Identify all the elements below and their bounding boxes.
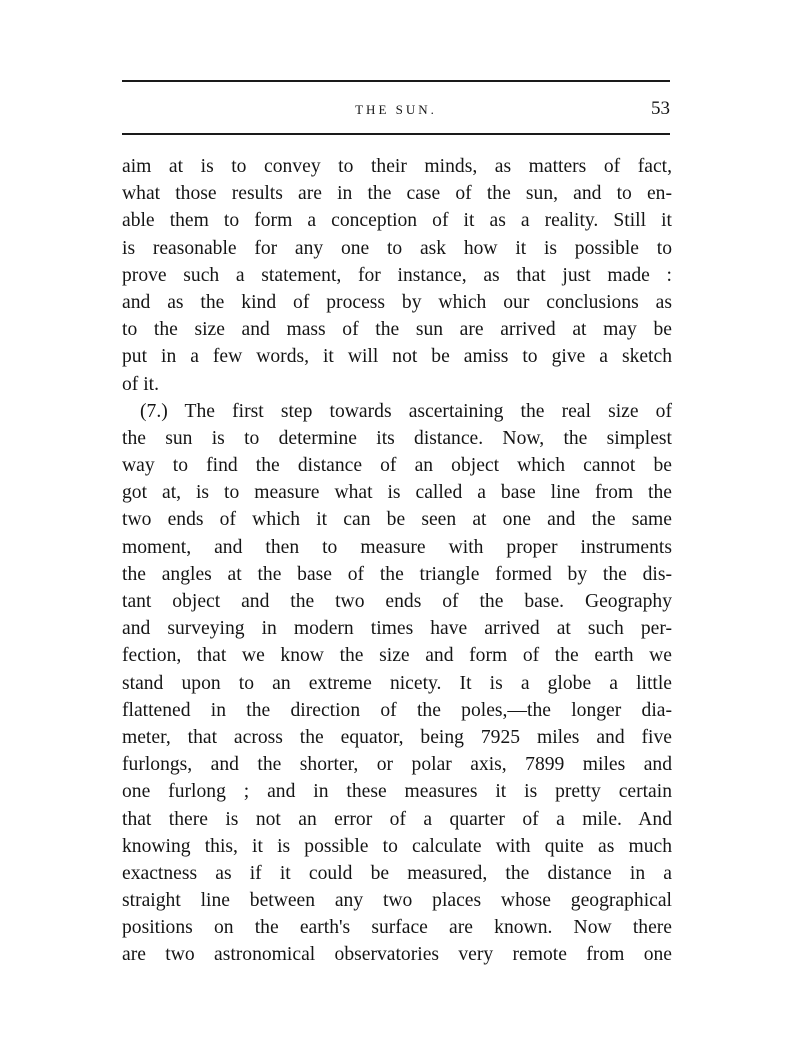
- running-title: THE SUN.: [355, 102, 437, 117]
- running-head: [122, 96, 670, 126]
- text-line: meter, that across the equator, being 7925 miles and five: [122, 726, 672, 748]
- text-line: (7.) The first step towards ascertaining the real size of: [140, 400, 672, 422]
- text-line: positions on the earth's surface are known. Now there: [122, 917, 672, 939]
- text-line: got at, is to measure what is called a base line from the: [122, 482, 672, 504]
- paragraph-2: [122, 398, 672, 969]
- text-line: are two astronomical observatories very remote from one: [122, 944, 672, 966]
- text-line: exactness as if it could be measured, the distance in a: [122, 862, 672, 884]
- text-line: tant object and the two ends of the base. Geography: [122, 591, 672, 612]
- page-number: 53: [651, 98, 670, 119]
- text-line: what those results are in the case of the sun, and to en-: [122, 183, 672, 205]
- text-line: that there is not an error of a quarter of a mile. And: [122, 808, 672, 830]
- text-line: one furlong ; and in these measures it is pretty certain: [122, 781, 672, 803]
- text-line: knowing this, it is possible to calculate with quite as much: [122, 835, 672, 857]
- text-line: and surveying in modern times have arrived at such per-: [122, 618, 672, 640]
- text-line: two ends of which it can be seen at one and the same: [122, 509, 672, 531]
- text-line: furlongs, and the shorter, or polar axis, 7899 miles and: [122, 754, 672, 776]
- text-line: able them to form a conception of it as a reality. Still it: [122, 210, 672, 232]
- text-line: fection, that we know the size and form of the earth we: [122, 645, 672, 667]
- text-line: to the size and mass of the sun are arrived at may be: [122, 319, 672, 341]
- text-line: prove such a statement, for instance, as that just made :: [122, 264, 672, 286]
- text-line: and as the kind of process by which our conclusions as: [122, 291, 672, 313]
- text-line: of it.: [122, 373, 160, 395]
- text-line: moment, and then to measure with proper instruments: [122, 536, 672, 558]
- text-line: aim at is to convey to their minds, as matters of fact,: [122, 156, 672, 177]
- text-line: is reasonable for any one to ask how it is possible to: [122, 237, 672, 259]
- text-line: straight line between any two places whose geographical: [122, 890, 672, 912]
- header-rule-top: [122, 80, 670, 82]
- text-line: the angles at the base of the triangle formed by the dis-: [122, 563, 672, 585]
- text-line: the sun is to determine its distance. Now, the simplest: [122, 427, 672, 449]
- text-line: way to find the distance of an object which cannot be: [122, 455, 672, 477]
- text-line: put in a few words, it will not be amiss to give a sketch: [122, 346, 672, 368]
- header-rule-bottom: [122, 133, 670, 135]
- text-line: flattened in the direction of the poles,—the longer dia-: [122, 699, 672, 721]
- body-text: [122, 153, 672, 969]
- text-line: stand upon to an extreme nicety. It is a globe a little: [122, 672, 672, 694]
- paragraph-1: [122, 153, 672, 398]
